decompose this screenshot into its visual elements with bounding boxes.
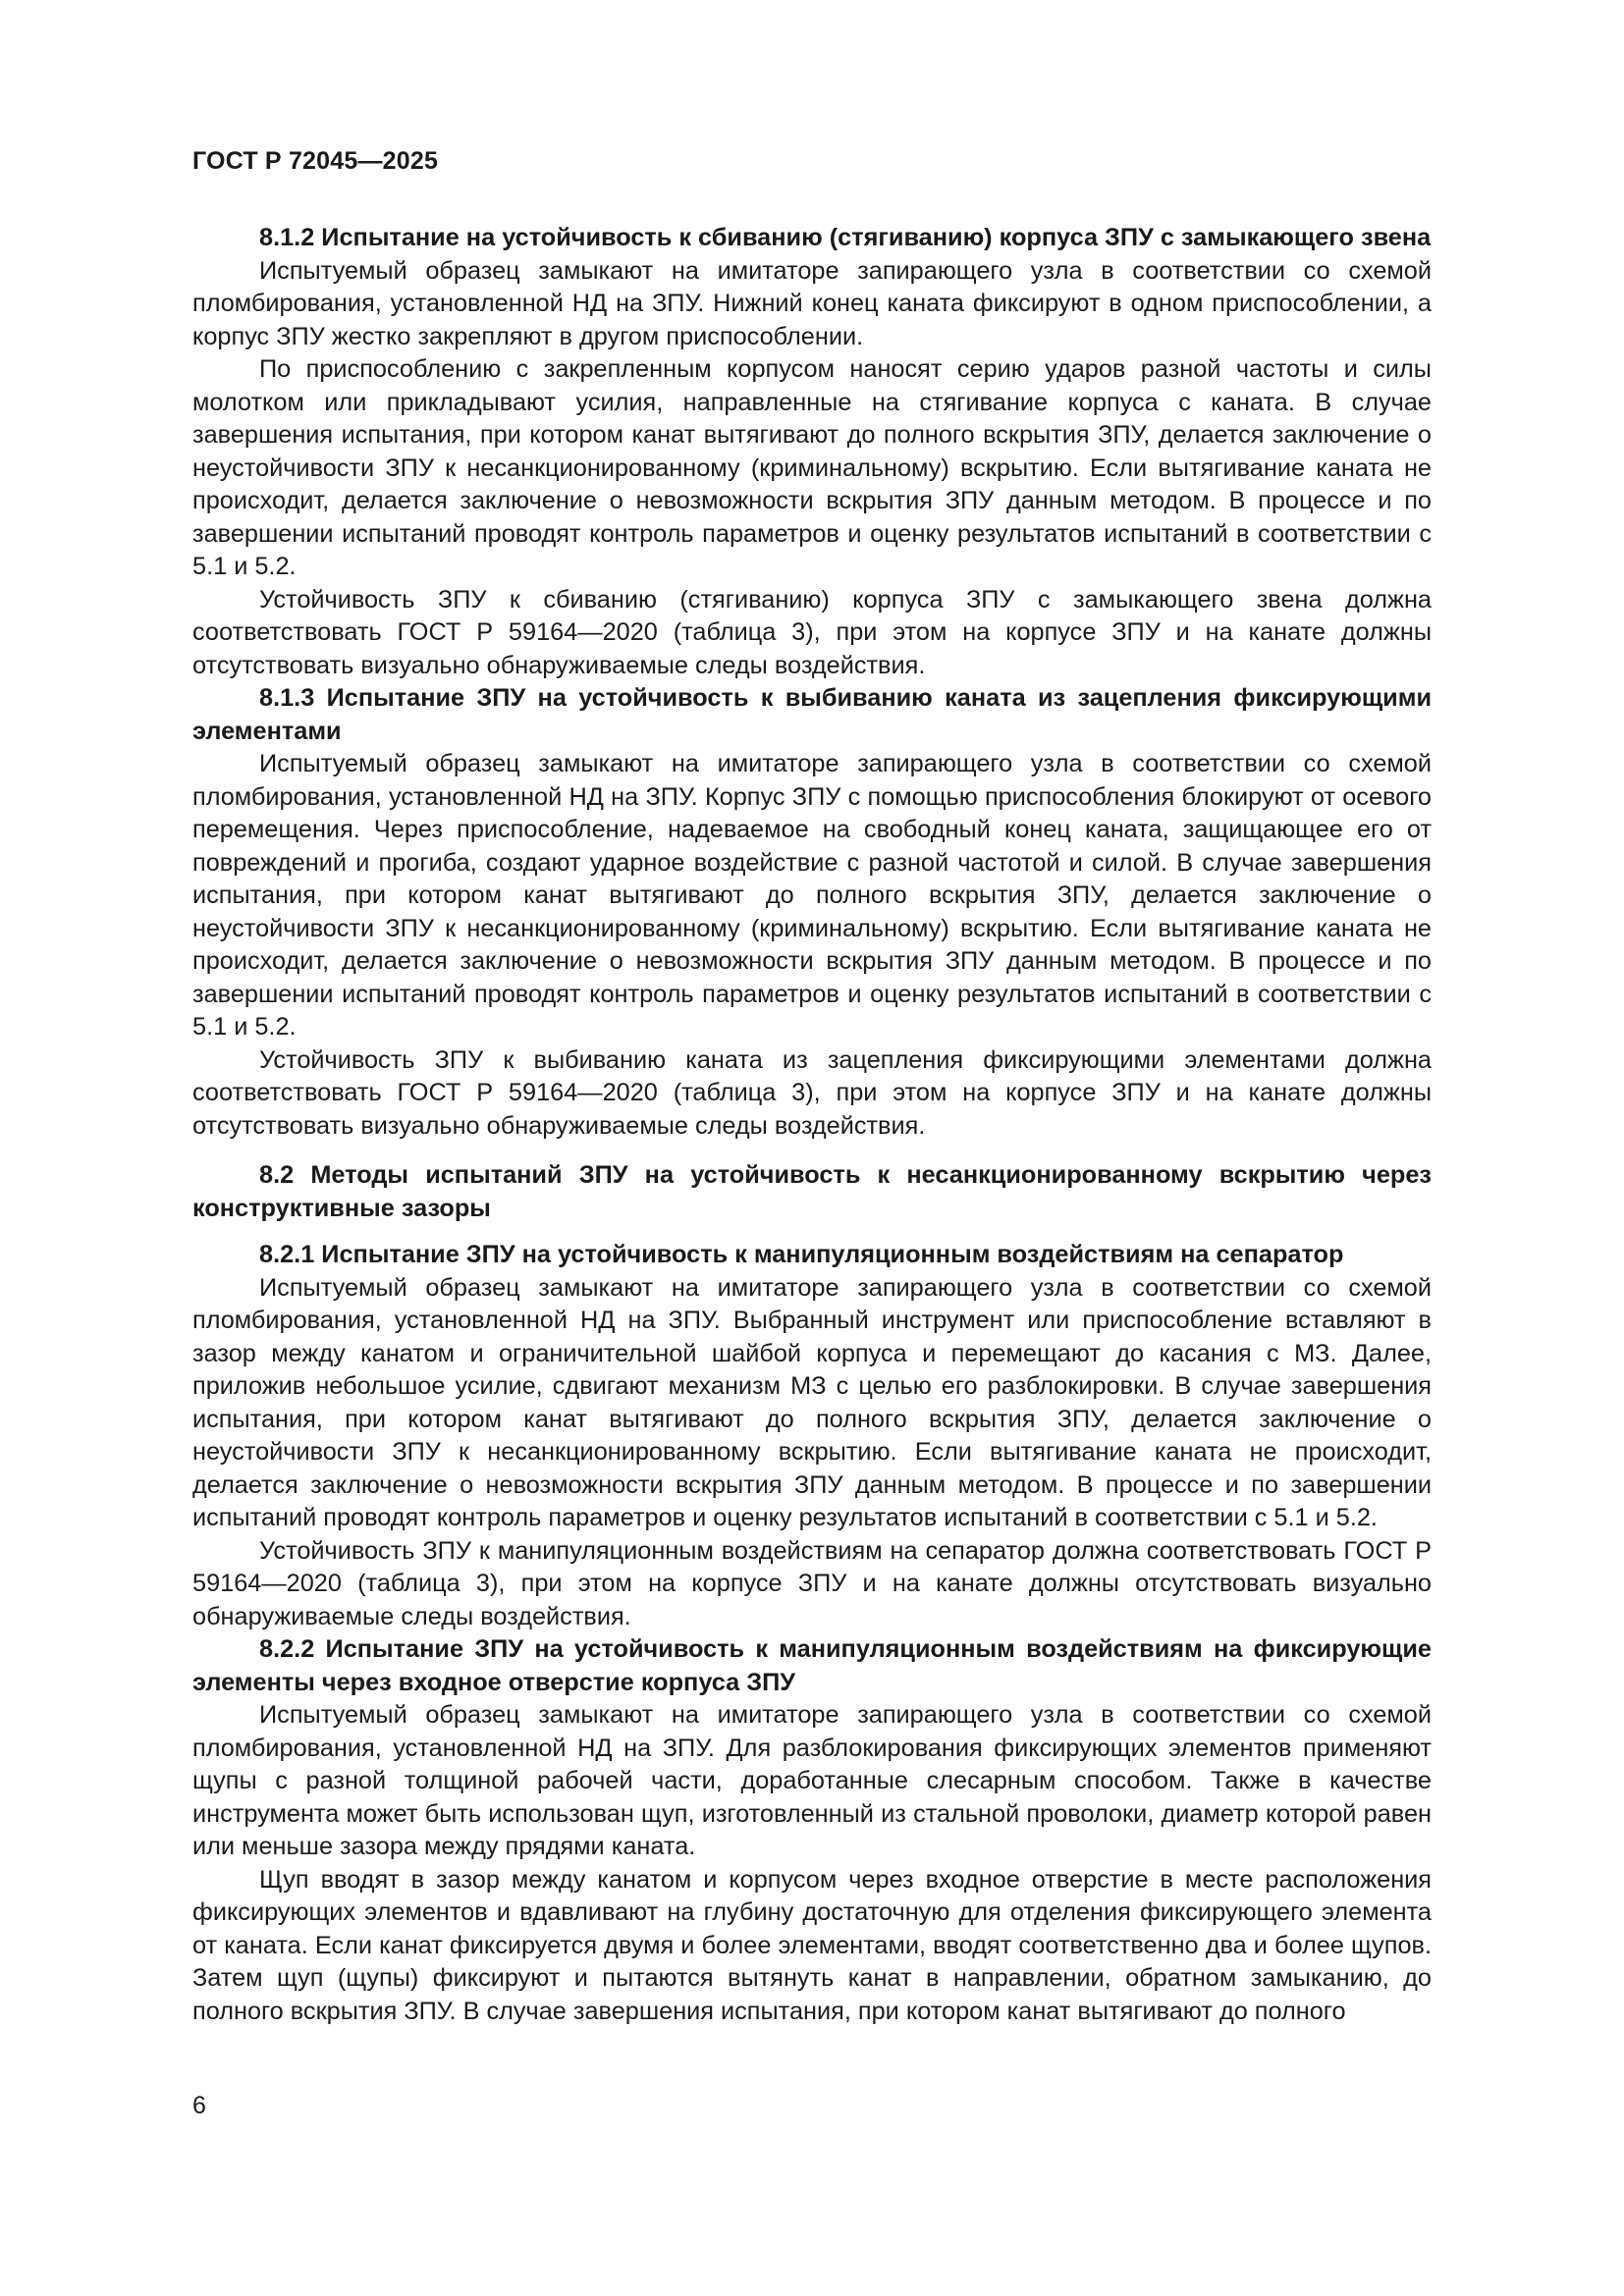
section-heading-8-1-3: 8.1.3 Испытание ЗПУ на устойчивость к выбиванию каната из зацепления фиксирующими элементами <box>192 684 1432 745</box>
paragraph: Испытуемый образец замыкают на имитаторе запирающего узла в соответствии со схемой пломбирования, установленной НД на ЗПУ. Выбранный инструмент или приспособление вставляют в зазор между канатом и ограничительной шайбой корпуса и перемещают до касания с МЗ. Далее, приложив небольшое усилие, сдвигают механизм МЗ с целью его разблокировки. В случае завершения испытания, при котором канат вытягивают до полного вскрытия ЗПУ, делается заключение о неустойчивости ЗПУ к несанкционированному вскрытию. Если вытягивание каната не происходит, делается заключение о невозможности вскрытия ЗПУ данным методом. В процессе и по завершении испытаний проводят контроль параметров и оценку результатов испытаний в соответствии с 5.1 и 5.2. <box>192 1273 1432 1531</box>
paragraph: Щуп вводят в зазор между канатом и корпусом через входное отверстие в месте расположения фиксирующих элементов и вдавливают на глубину достаточную для отделения фиксирующего элемента от каната. Если канат фиксируется двумя и более элементами, вводят соответственно два и более щупов. Затем щуп (щупы) фиксируют и пытаются вытянуть канат в направлении, обратном замыканию, до полного вскрытия ЗПУ. В случае завершения испытания, при котором канат вытягивают до полного <box>192 1865 1432 2025</box>
section-heading-8-1-2: 8.1.2 Испытание на устойчивость к сбиванию (стягиванию) корпуса ЗПУ с замыкающего звена <box>259 224 1432 251</box>
paragraph: Испытуемый образец замыкают на имитаторе запирающего узла в соответствии со схемой пломбирования, установленной НД на ЗПУ. Нижний конец каната фиксируют в одном приспособлении, а корпус ЗПУ жестко закрепляют в другом приспособлении. <box>192 256 1432 350</box>
document-body <box>192 222 1432 2028</box>
paragraph: Устойчивость ЗПУ к сбиванию (стягиванию) корпуса ЗПУ с замыкающего звена должна соответствовать ГОСТ Р 59164—2020 (таблица 3), при этом на корпусе ЗПУ и на канате должны отсутствовать визуально обнаруживаемые следы воздействия. <box>192 585 1432 679</box>
section-heading-8-2: 8.2 Методы испытаний ЗПУ на устойчивость к несанкционированному вскрытию через конструктивные зазоры <box>192 1161 1432 1222</box>
paragraph: Устойчивость ЗПУ к манипуляционным воздействиям на сепаратор должна соответствовать ГОСТ Р 59164—2020 (таблица 3), при этом на корпусе ЗПУ и на канате должны отсутствовать визуально обнаруживаемые следы воздействия. <box>192 1536 1432 1630</box>
paragraph: Устойчивость ЗПУ к выбиванию каната из зацепления фиксирующими элементами должна соответствовать ГОСТ Р 59164—2020 (таблица 3), при этом на корпусе ЗПУ и на канате должны отсутствовать визуально обнаруживаемые следы воздействия. <box>192 1045 1432 1140</box>
paragraph: По приспособлению с закрепленным корпусом наносят серию ударов разной частоты и силы молотком или прикладывают усилия, направленные на стягивание корпуса с каната. В случае завершения испытания, при котором канат вытягивают до полного вскрытия ЗПУ, делается заключение о неустойчивости ЗПУ к несанкционированному (криминальному) вскрытию. Если вытягивание каната не происходит, делается заключение о невозможности вскрытия ЗПУ данным методом. В процессе и по завершении испытаний проводят контроль параметров и оценку результатов испытаний в соответствии с 5.1 и 5.2. <box>192 355 1432 580</box>
page-number: 6 <box>192 2092 206 2119</box>
paragraph: Испытуемый образец замыкают на имитаторе запирающего узла в соответствии со схемой пломбирования, установленной НД на ЗПУ. Для разблокирования фиксирующих элементов применяют щупы с разной толщиной рабочей части, доработанные слесарным способом. Также в качестве инструмента может быть использован щуп, изготовленный из стальной проволоки, диаметр которой равен или меньше зазора между прядями каната. <box>192 1701 1432 1860</box>
section-heading-8-2-2: 8.2.2 Испытание ЗПУ на устойчивость к манипуляционным воздействиям на фиксирующие элементы через входное отверстие корпуса ЗПУ <box>192 1635 1432 1696</box>
paragraph: Испытуемый образец замыкают на имитаторе запирающего узла в соответствии со схемой пломбирования, установленной НД на ЗПУ. Корпус ЗПУ с помощью приспособления блокируют от осевого перемещения. Через приспособление, надеваемое на свободный конец каната, защищающее его от повреждений и прогиба, создают ударное воздействие с разной частотой и силой. В случае завершения испытания, при котором канат вытягивают до полного вскрытия ЗПУ, делается заключение о неустойчивости ЗПУ к несанкционированному (криминальному) вскрытию. Если вытягивание каната не происходит, делается заключение о невозможности вскрытия ЗПУ данным методом. В процессе и по завершении испытаний проводят контроль параметров и оценку результатов испытаний в соответствии с 5.1 и 5.2. <box>192 750 1432 1041</box>
document-id: ГОСТ Р 72045—2025 <box>192 147 439 175</box>
section-heading-8-2-1: 8.2.1 Испытание ЗПУ на устойчивость к манипуляционным воздействиям на сепаратор <box>259 1241 1344 1268</box>
